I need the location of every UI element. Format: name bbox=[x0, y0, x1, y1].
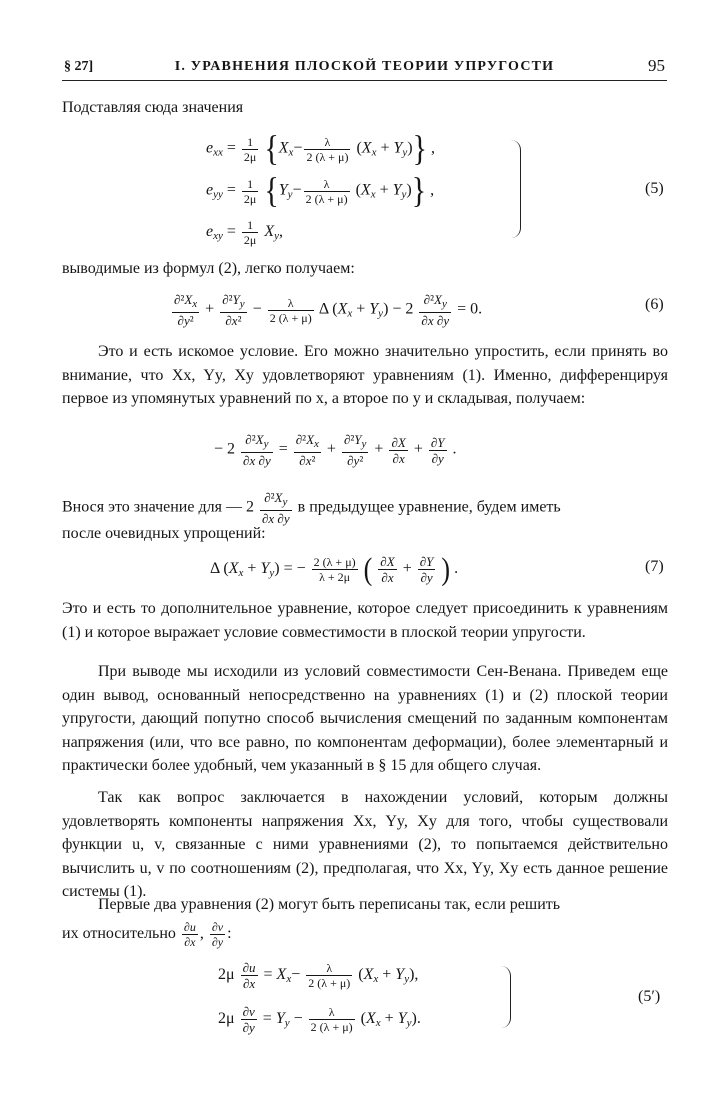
relative-text: их относительно bbox=[62, 925, 176, 943]
equation-eyy: $e_{yy}$ = $\frac{1}{2\mu}$ {$Y_y-$ $\frac{\lambda}{2 (\lambda + \mu)}$ $(X_x + Y_y)$} , bbox=[206, 170, 435, 211]
paragraph-simplifications: после очевидных упрощений: bbox=[62, 525, 266, 542]
paragraph-question: Так как вопрос заключается в нахождении условий, которым должны удовлетворять компоненты напряжения Xx, Yy, Xy для того, чтобы существовали функции u, v, связанные с ними уравнениями (2), то попытаемся действительно вычислить u, v по соотношениям (2), предполагая, что Xx, Yy, Xy есть данное решение системы (1). bbox=[62, 789, 668, 901]
equation-6: $\frac{\partial^2X_x}{\text{∂y²}}$ + $\frac{\partial^2Y_y}{\text{∂x²}}$ − $\frac{\lambda}{2 (\lambda + \mu)}$ Δ $(X_x + Y_y) - 2$ $\frac{\partial^2X_y}{\partial x \partial y}$ = 0. bbox=[174, 292, 483, 328]
paragraph-inserting: Внося это значение для — 2 $\frac{\partial^2X_y}{\partial x \partial y}$ в предыдущее уравнение, будем иметь bbox=[62, 490, 561, 526]
paragraph-first-two: Первые два уравнения (2) могут быть переписаны так, если решить bbox=[98, 896, 561, 913]
page-number: 95 bbox=[648, 56, 665, 75]
equation-5prime-u: 2μ $\frac{\partial u}{\partial x}$ = $X_x-$ $\frac{\lambda}{2 (\lambda + \mu)}$ $(X_x + Y_y)$, bbox=[218, 960, 419, 991]
inserting-text-b: в предыдущее уравнение, будем иметь bbox=[297, 498, 561, 516]
equation-5prime-v: 2μ $\frac{\partial v}{\partial y}$ = $Y_y$ − $\frac{\lambda}{2 (\lambda + \mu)}$ $(X_x + Y_y)$. bbox=[218, 1004, 421, 1035]
dv-dy: $\frac{\partial v}{\partial y}$ bbox=[211, 920, 224, 949]
equation-number-5: (5) bbox=[645, 180, 664, 197]
paragraph-condition: Это и есть искомое условие. Его можно значительно упростить, если принять во внимание, что Xx, Yy, Xy удовлетворяют уравнениям (1). Именно, дифференцируя первое из упомянутых уравнений по x, а второе по y и складывая, получаем: bbox=[62, 343, 668, 408]
running-header bbox=[62, 56, 667, 81]
inline-fraction: $\frac{\partial^2X_y}{\partial x \partial y}$ bbox=[261, 490, 290, 526]
paragraph-derived: выводимые из формул (2), легко получаем: bbox=[62, 260, 355, 277]
header-title: I. УРАВНЕНИЯ ПЛОСКОЙ ТЕОРИИ УПРУГОСТИ bbox=[174, 59, 555, 74]
du-dx: $\frac{\partial u}{\partial x}$ bbox=[183, 920, 196, 949]
system-brace bbox=[508, 140, 521, 238]
header-section: § 27] bbox=[64, 59, 94, 74]
equation-number-6: (6) bbox=[645, 296, 664, 313]
equation-number-7: (7) bbox=[645, 558, 664, 575]
inserting-text-a: Внося это значение для bbox=[62, 498, 222, 516]
paragraph-saint-venant: При выводе мы исходили из условий совместимости Сен-Венана. Приведем еще один вывод, основанный непосредственно на уравнениях (1) и (2) плоской теории упругости, дающий попутно способ вычисления смещений по заданным компонентам напряжения (или, что все равно, по компонентам деформации), более элементарный и практически более удобный, чем указанный в § 15 для общего случая. bbox=[62, 663, 668, 775]
paragraph-additional: Это и есть то дополнительное уравнение, которое следует присоединить к уравнениям (1) и которое выражает условие совместимости в плоской теории упругости. bbox=[62, 600, 668, 641]
equation-mixed-derivative: − 2 $\frac{\partial^2X_y}{\partial x \partial y}$ = $\frac{\partial^2X_x}{\text{∂x²}}$ + $\frac{\partial^2Y_y}{\text{∂y²}}$ + $\frac{\partial X}{\partial x}$ + $\frac{\partial Y}{\partial y}$ . bbox=[214, 432, 457, 468]
equation-exy: $e_{xy}$ = $\frac{1}{2\mu}$ $X_y$, bbox=[206, 218, 284, 247]
equation-7: Δ $(X_x + Y_y)$ = − $\frac{2 (\lambda + \mu)}{\lambda + 2\mu}$ ( $\frac{\partial X}{\partial x}$ + $\frac{\partial Y}{\partial y}$ ) . bbox=[210, 551, 459, 587]
equation-exx: $e_{xx}$ = $\frac{1}{2\mu}$ {$X_x-$ $\frac{\lambda}{2 (\lambda + \mu)}$ $(X_x + Y_y)$} , bbox=[206, 128, 436, 169]
system-brace-5prime bbox=[498, 966, 511, 1028]
equation-number-5prime: (5′) bbox=[638, 988, 661, 1005]
paragraph-relative: их относительно $\frac{\partial u}{\partial x}$ , $\frac{\partial v}{\partial y}$ : bbox=[62, 920, 232, 949]
paragraph-substituting: Подставляя сюда значения bbox=[62, 99, 244, 116]
